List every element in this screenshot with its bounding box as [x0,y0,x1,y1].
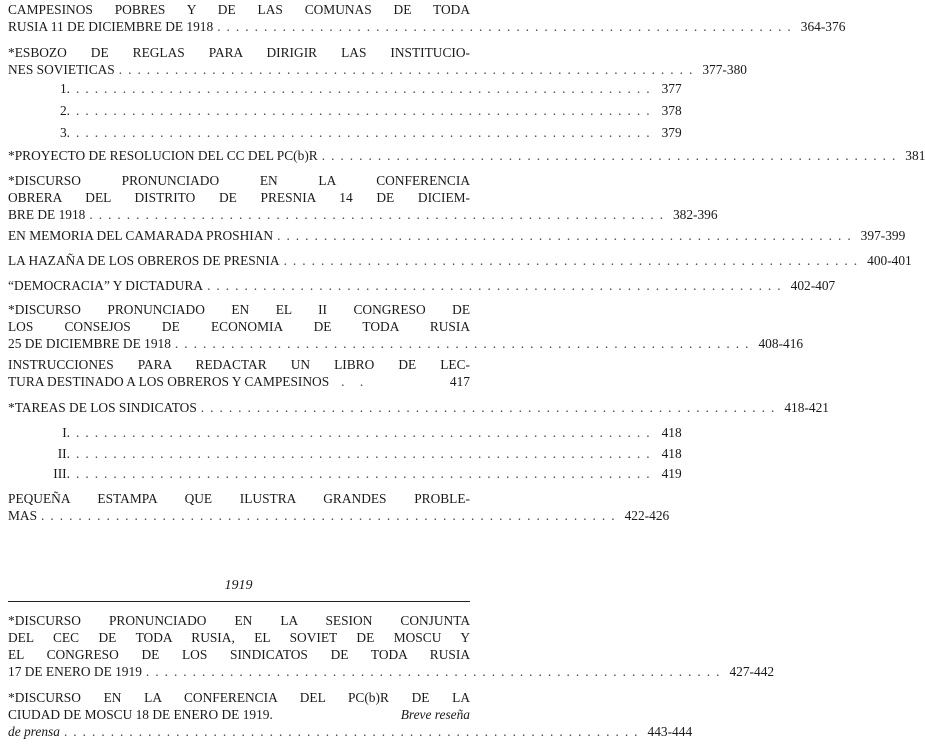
toc-entry-title-line: *DISCURSO PRONUNCIADO EN LA CONFERENCIA [8,173,470,188]
dot-leader: .............................................................. [174,336,755,351]
toc-entry [8,277,836,294]
toc-entry [8,44,747,78]
page-range: 402-407 [790,278,836,293]
toc-entry-title-line: *DISCURSO EN LA CONFERENCIA DEL PC(b)R DE LA [8,690,470,705]
page-number: 379 [661,125,682,140]
toc-entry-title-line: OBRERA DEL DISTRITO DE PRESNIA 14 DE DICIEM- [8,190,470,205]
toc-entry-italic-note: Breve reseña [400,707,470,722]
toc-entry [8,612,775,680]
dot-leader: .............................................................. [76,446,656,461]
toc-entry [8,689,693,740]
page-range: 400-401 [867,253,912,268]
toc-entry-title-line: INSTRUCCIONES PARA REDACTAR UN LIBRO DE LEC- [8,357,470,372]
dot-leader: .............................................................. [89,207,669,222]
toc-subentry [8,424,682,441]
page-number: 418 [661,446,682,461]
dot-leader: . . [341,374,370,389]
dot-leader: .............................................................. [277,228,857,243]
subentry-number: II. [57,446,70,461]
year-heading: 1919 [224,578,253,593]
subentry-number: 2. [59,103,70,118]
toc-subentry [8,80,682,97]
toc-entry [8,301,804,352]
page-range: 377-380 [702,62,747,77]
toc-entry-title-line: DEL CEC DE TODA RUSIA, EL SOVIET DE MOSCU Y [8,630,470,645]
dot-leader: .............................................................. [207,278,787,293]
page-range: 427-442 [729,664,775,679]
page-range: 443-444 [647,724,693,739]
toc-subentry [8,465,682,482]
dot-leader: .............................................................. [76,425,656,440]
toc-entry [8,356,470,390]
dot-leader: .............................................................. [217,19,797,34]
page-number: 378 [661,103,682,118]
toc-entry-title-line: 17 DE ENERO DE 1919 [8,664,142,679]
toc-entry-title-line: EL CONGRESO DE LOS SINDICATOS DE TODA RUSIA [8,647,470,662]
toc-entry [8,399,829,416]
toc-entry [8,227,906,244]
dot-leader: .............................................................. [283,253,864,268]
dot-leader: .............................................................. [200,400,781,415]
dot-leader: .............................................................. [76,81,656,96]
page-range: 364-376 [800,19,846,34]
dot-leader: .............................................................. [41,508,621,523]
toc-entry-title-line: *ESBOZO DE REGLAS PARA DIRIGIR LAS INSTITUCIO- [8,45,470,60]
page-range: 382-396 [672,207,718,222]
page-number: 418 [661,425,682,440]
toc-entry-title-line: CIUDAD DE MOSCU 18 DE ENERO DE 1919. [8,707,273,722]
page-number: 419 [661,466,682,481]
toc-entry-title-line: “DEMOCRACIA” Y DICTADURA [8,278,204,293]
toc-entry [8,490,670,524]
dot-leader: .............................................................. [76,125,656,140]
page-range: 381 [905,148,925,163]
toc-entry [8,172,718,223]
page-number: 377 [661,81,682,96]
toc-entry-title-line: RUSIA 11 DE DICIEMBRE DE 1918 [8,19,214,34]
toc-entry [8,147,925,164]
dot-leader: .............................................................. [76,466,656,481]
toc-subentry [8,124,682,141]
toc-entry-title-line: *TAREAS DE LOS SINDICATOS [8,400,197,415]
toc-entry-title-line: *DISCURSO PRONUNCIADO EN LA SESION CONJUNTA [8,613,470,628]
subentry-number: III. [53,466,70,481]
toc-entry-title-line: EN MEMORIA DEL CAMARADA PROSHIAN [8,228,274,243]
page-range: 418-421 [784,400,829,415]
page-range: 417 [449,374,470,389]
dot-leader: .............................................................. [118,62,699,77]
section-divider [8,601,470,602]
toc-entry-title-line: BRE DE 1918 [8,207,86,222]
subentry-number: 3. [59,125,70,140]
toc-entry-title-line: TURA DESTINADO A LOS OBREROS Y CAMPESINOS [8,374,330,389]
toc-entry-italic-note: de prensa [8,724,60,739]
toc-subentry [8,102,682,119]
toc-entry-title-line: CAMPESINOS POBRES Y DE LAS COMUNAS DE TODA [8,2,470,17]
page-range: 397-399 [860,228,906,243]
dot-leader: .............................................................. [76,103,656,118]
toc-entry-title-line: NES SOVIETICAS [8,62,115,77]
dot-leader: .............................................................. [321,148,902,163]
subentry-number: 1. [59,81,70,96]
toc-entry-title-line: 25 DE DICIEMBRE DE 1918 [8,336,171,351]
toc-entry-title-line: PEQUEÑA ESTAMPA QUE ILUSTRA GRANDES PROBLE- [8,491,470,506]
toc-entry [8,252,912,269]
toc-entry-title-line: LA HAZAÑA DE LOS OBREROS DE PRESNIA [8,253,280,268]
toc-entry-title-line: MAS [8,508,38,523]
toc-entry [8,1,846,35]
toc-subentry [8,445,682,462]
toc-entry-title-line: *DISCURSO PRONUNCIADO EN EL II CONGRESO DE [8,302,470,317]
page-range: 422-426 [624,508,670,523]
toc-entry-title-line: LOS CONSEJOS DE ECONOMIA DE TODA RUSIA [8,319,470,334]
dot-leader: .............................................................. [63,724,644,739]
page-range: 408-416 [758,336,804,351]
dot-leader: .............................................................. [145,664,726,679]
subentry-number: I. [62,425,70,440]
toc-entry-title-line: *PROYECTO DE RESOLUCION DEL CC DEL PC(b)R [8,148,318,163]
